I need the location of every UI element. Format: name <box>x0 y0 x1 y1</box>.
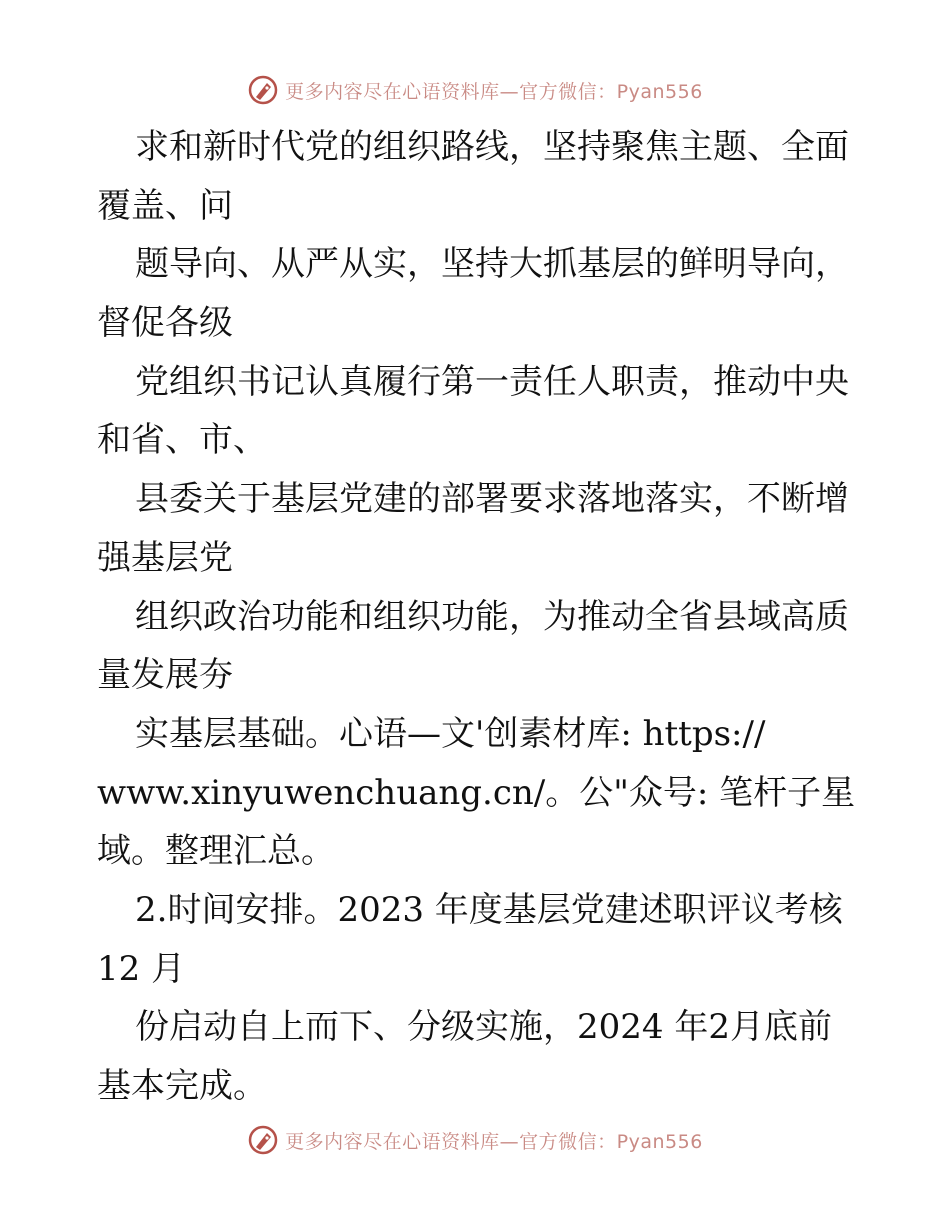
paragraph-line: 督促各级 <box>97 303 233 344</box>
paragraph-line: 求和新时代党的组织路线，坚持聚焦主题、全面 <box>135 127 849 167</box>
document-body <box>97 118 857 1116</box>
pen-nib-logo-icon <box>247 74 279 106</box>
paragraph-line: 覆盖、问 <box>97 185 233 226</box>
header-watermark <box>0 70 950 110</box>
paragraph-line: 党组织书记认真履行第一责任人职责，推动中央 <box>135 361 849 402</box>
paragraph-line: 组织政治功能和组织功能，为推动全省县域高质 <box>135 596 849 637</box>
pen-nib-logo-icon <box>247 1124 279 1156</box>
paragraph-line: 题导向、从严从实，坚持大抓基层的鲜明导向， <box>135 244 849 285</box>
paragraph-line: 实基层基础。心语—文'创素材库: https:// <box>135 713 766 754</box>
paragraph-line: 县委关于基层党建的部署要求落地落实，不断增 <box>135 479 849 520</box>
paragraph-line: 份启动自上而下、分级实施，2024 年2月底前 <box>135 1007 832 1048</box>
paragraph-line: 强基层党 <box>97 537 233 578</box>
paragraph-line: 基本完成。 <box>97 1066 267 1106</box>
watermark-text: 更多内容尽在心语资料库—官方微信：Pyan556 <box>285 1130 703 1153</box>
paragraph-line: 量发展夯 <box>97 655 233 696</box>
paragraph-line: 2.时间安排。2023 年度基层党建述职评议考核 <box>135 889 843 930</box>
paragraph-line: 12 月 <box>97 948 186 989</box>
paragraph-line: www.xinyuwenchuang.cn/。公"众号: 笔杆子星 <box>97 772 856 813</box>
watermark-text: 更多内容尽在心语资料库—官方微信：Pyan556 <box>285 80 703 103</box>
paragraph-line: 域。整理汇总。 <box>97 831 335 872</box>
footer-watermark <box>0 1120 950 1160</box>
paragraph-line: 和省、市、 <box>97 420 267 461</box>
